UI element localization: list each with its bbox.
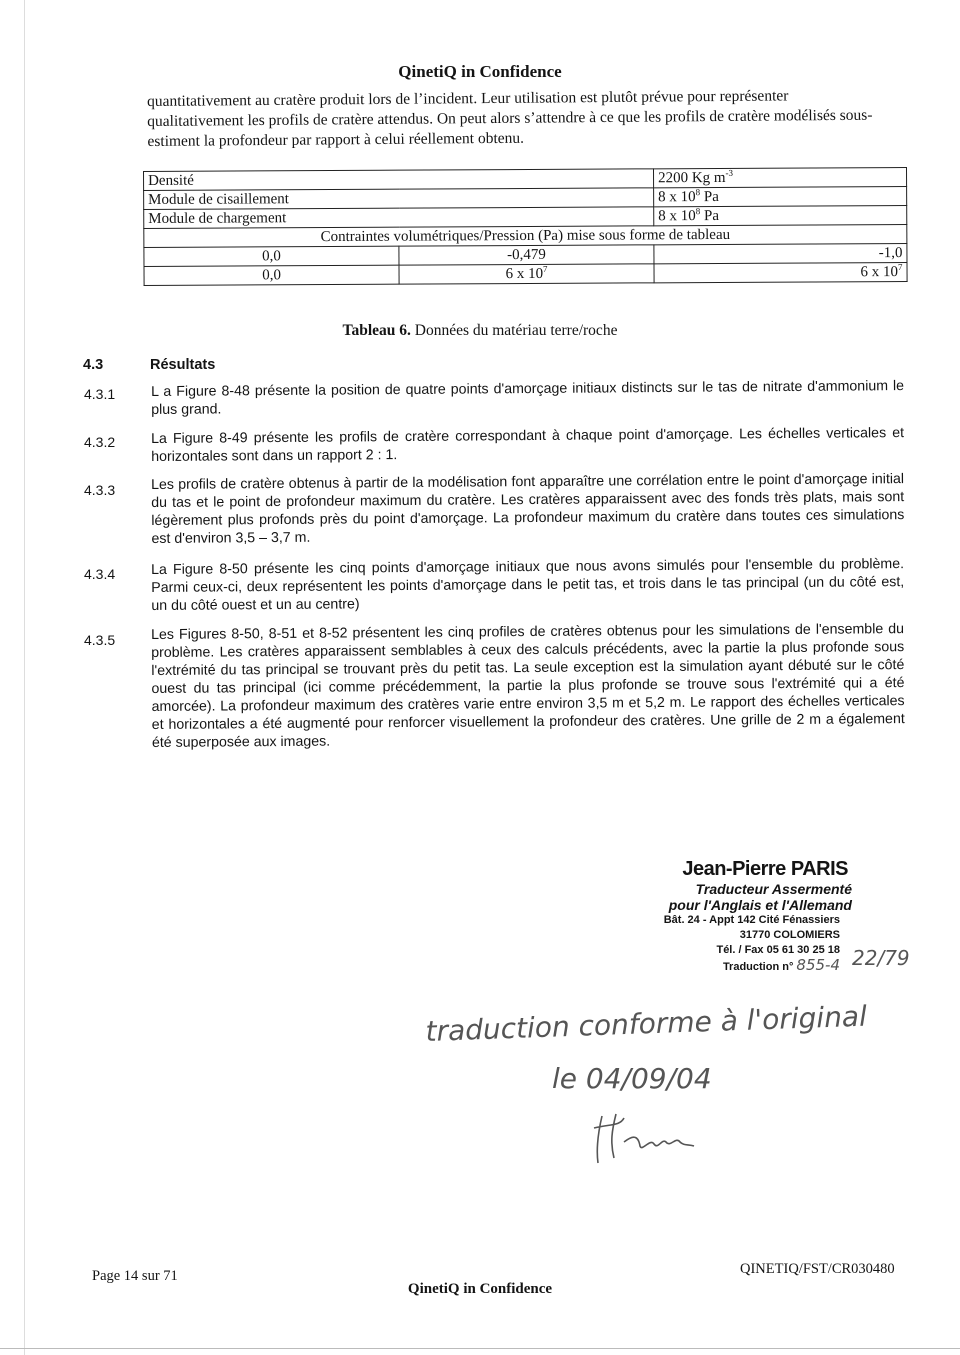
- handwritten-certification: traduction conforme à l'original: [425, 999, 868, 1048]
- page-count-handwritten: 22/79: [852, 946, 910, 970]
- shear-value: 8 x $10^8$ Pa: [654, 187, 907, 207]
- paragraph-number: 4.3.1: [84, 386, 116, 402]
- table-cell: 6 x $10^7$: [654, 263, 907, 283]
- paragraph-text: Les profils de cratère obtenus à partir de la modélisation font apparaître une corrélation entre le point d'amorçage initial du tas et le point de profondeur maximum du cratère. Les cratères apparaissent avec des fonds très plats, mais sont légèrement plus profonds près du point d'amorçage. La profondeur maximum du cratère dans toutes ces simulations est d'environ 3,5 – 3,7 m.: [151, 471, 905, 547]
- signature-icon: [580, 1108, 710, 1168]
- density-label: Densité: [144, 169, 654, 191]
- table-cell: -0,479: [399, 245, 654, 265]
- table-cell: 0,0: [144, 265, 399, 285]
- intro-paragraph: quantitativement au cratère produit lors de l’incident. Leur utilisation est plutôt prévue pour représenter qualitativement les profils de cratère attendus. On peut alors s’attendre à ce que les profils de cratère modélisés sous-estiment la profondeur par rapport à celui réellement obtenu.: [147, 87, 873, 150]
- section-title: Résultats: [150, 357, 216, 373]
- material-table: [143, 167, 908, 286]
- paragraph-text: La Figure 8-50 présente les cinq points d'amorçage initiaux que nous avons simulés pour l'ensemble du problème. Parmi ceux-ci, deux représentent les points d'amorçage dans le petit tas, et trois dans le tas principal (un du côté est, un du côté ouest et un au centre): [151, 556, 905, 614]
- paragraph-number: 4.3.5: [84, 632, 116, 648]
- shear-label: Module de cisaillement: [144, 188, 654, 210]
- bulk-label: Module de chargement: [144, 207, 654, 229]
- caption-text: Données du matériau terre/roche: [410, 322, 618, 339]
- translation-number: 855-4: [796, 956, 840, 974]
- paragraph-text: L a Figure 8-48 présente la position de quatre points d'amorçage initiaux distincts sur le tas de nitrate d'ammonium le plus grand.: [151, 378, 905, 418]
- table-cell: 0,0: [144, 246, 399, 266]
- section-number: 4.3: [83, 357, 104, 373]
- stamp-phone: Tél. / Fax 05 61 30 25 18: [716, 944, 840, 956]
- stamp-role: Traducteur Assermenté: [695, 881, 852, 897]
- paragraph-number: 4.3.4: [84, 566, 116, 582]
- stamp-address: Bât. 24 - Appt 142 Cité Fénassiers: [663, 914, 840, 926]
- constraints-title: Contraintes volumétriques/Pression (Pa) mise sous forme de tableau: [144, 225, 907, 248]
- paragraph-number: 4.3.2: [84, 434, 116, 450]
- table-row: [144, 263, 907, 286]
- scan-edge: [24, 0, 25, 1355]
- stamp-city: 31770 COLOMIERS: [739, 929, 840, 941]
- table-cell: 6 x $10^7$: [399, 264, 654, 284]
- document-reference: QINETIQ/FST/CR030480: [740, 1261, 895, 1277]
- footer-confidential: QinetiQ in Confidence: [407, 1281, 553, 1297]
- paragraph-text: Les Figures 8-50, 8-51 et 8-52 présentent les cinq profiles de cratères obtenus pour les simulations de l'ensemble du problème. Les cratères apparaissent semblables à ceux des calculs précédents, avec la partie la plus profonde sous l'extrémité du tas principal se trouvant près du petit tas. La seule exception est la simulation ayant débuté sur le côté ouest du tas principal (ici comme précédemment, la partie la plus profonde se trouve sous l'extrémité qui a été amorcée). La profondeur maximum des cratères varie entre environ 3,5 m et 5,2 m. Le rapport des échelles verticales et horizontales a été augmenté pour renforcer visuellement la profondeur des cratères. Une grille de 2 m a également été superposée aux images.: [151, 621, 905, 751]
- table-cell: -1,0: [654, 244, 907, 264]
- scan-bottom-edge: [0, 1348, 960, 1349]
- stamp-name: Jean-Pierre PARIS: [682, 858, 848, 880]
- density-value: 2200 Kg $m^{-3}$: [653, 168, 906, 188]
- caption-label: Tableau 6.: [342, 322, 411, 339]
- stamp-translation: Traduction n° 855-4: [722, 956, 840, 974]
- bulk-value: 8 x $10^8$ Pa: [654, 206, 907, 226]
- page-number: Page 14 sur 71: [92, 1268, 178, 1284]
- stamp-languages: pour l'Anglais et l'Allemand: [668, 897, 852, 913]
- header-confidential: QinetiQ in Confidence: [398, 62, 562, 81]
- paragraph-text: La Figure 8-49 présente les profils de cratère correspondant à chaque point d'amorçage. Les échelles verticales et horizontales sont dans un rapport 2 : 1.: [151, 425, 905, 465]
- handwritten-date: le 04/09/04: [552, 1062, 712, 1095]
- table-caption: [0, 322, 960, 340]
- paragraph-number: 4.3.3: [84, 482, 116, 498]
